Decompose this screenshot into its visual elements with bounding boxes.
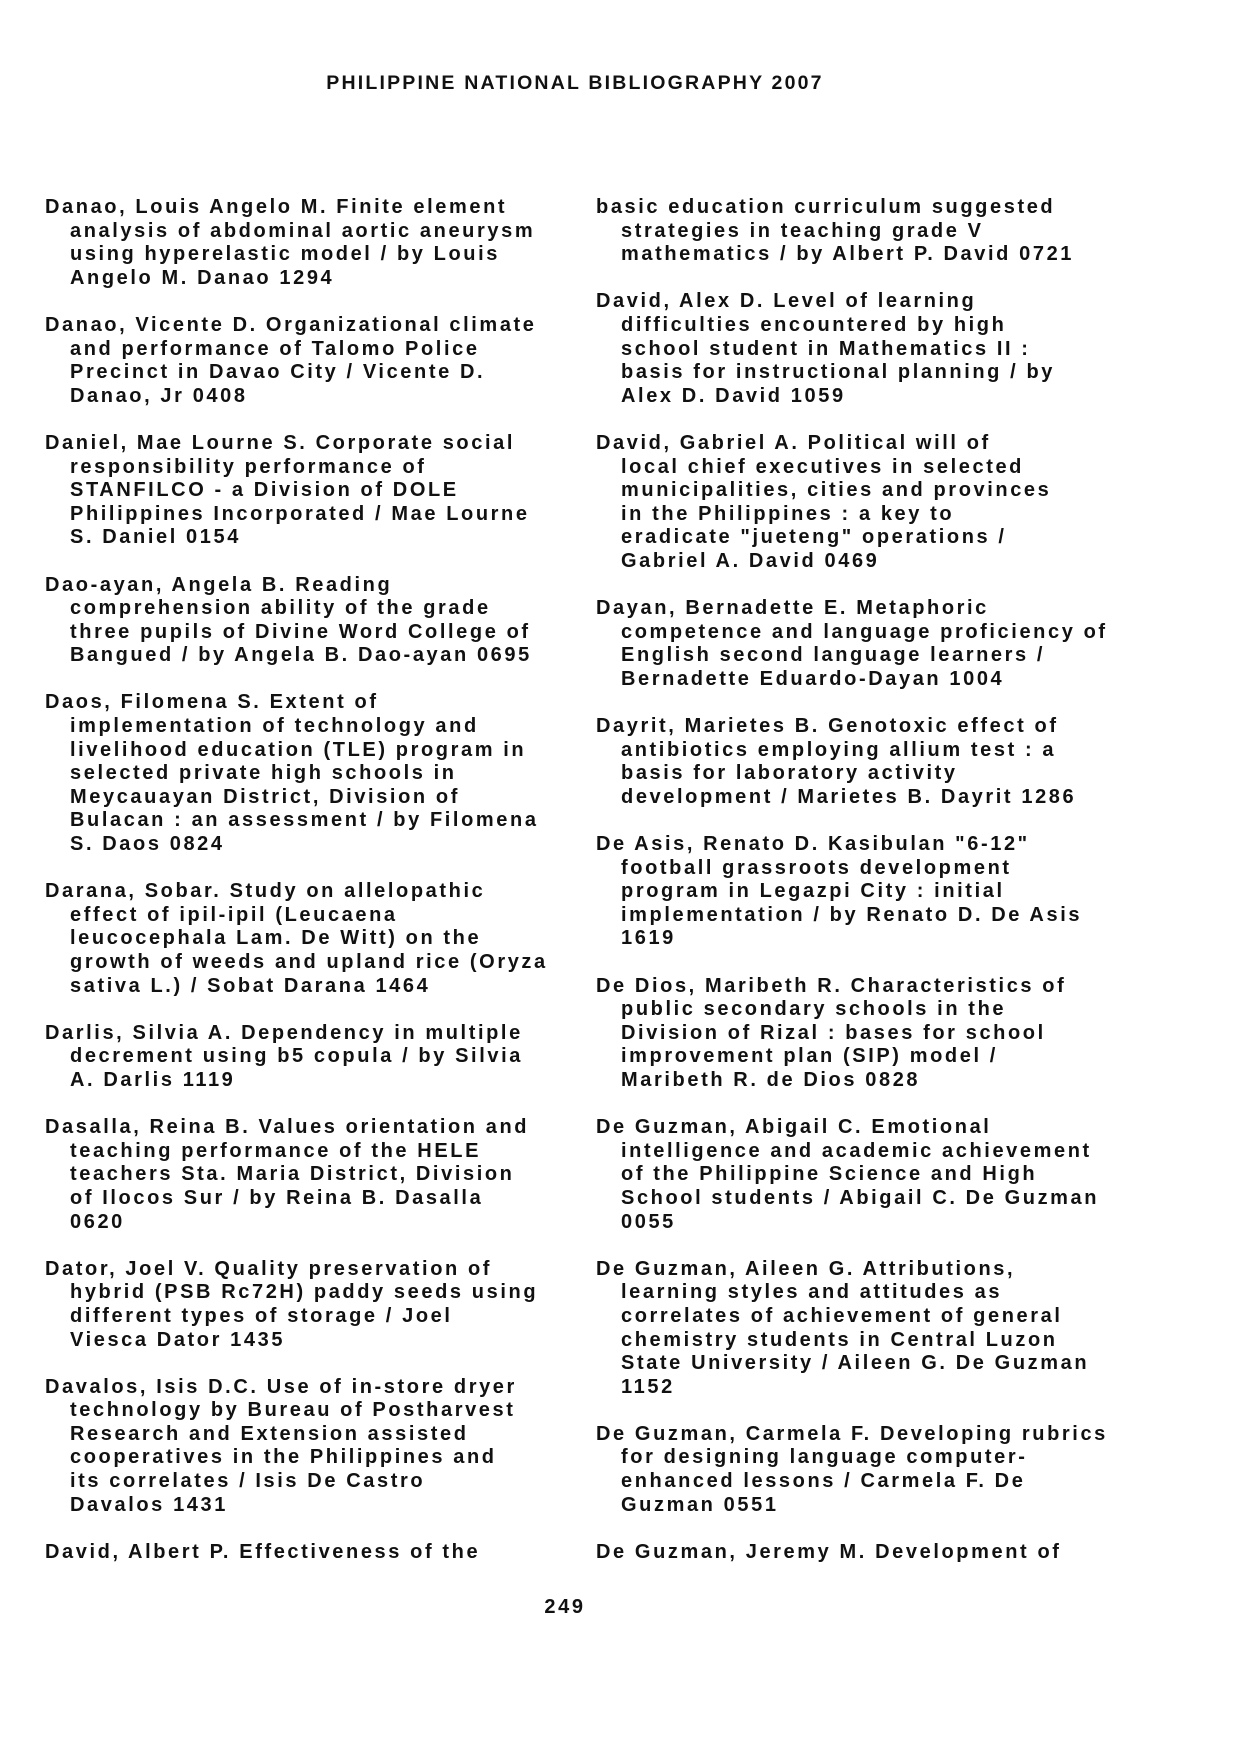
bibliography-entry: De Guzman, Jeremy M. Development of [596,1540,1062,1563]
bibliography-entry: Daniel, Mae Lourne S. Corporate social responsibility performance of STANFILCO - a Division of DOLE Philippines Incorporated / Mae Lourne S. Daniel 0154 [45,431,530,549]
bibliography-entry: De Guzman, Carmela F. Developing rubrics for designing language computer- enhanced lessons / Carmela F. De Guzman 0551 [596,1422,1108,1516]
bibliography-entry: Darlis, Silvia A. Dependency in multiple decrement using b5 copula / by Silvia A. Darlis 1119 [45,1021,523,1091]
bibliography-entry: Daos, Filomena S. Extent of implementation of technology and livelihood education (TLE) program in selected private high schools in Meycauayan District, Division of Bulacan : an assessment / by Filomena S. Daos 0824 [45,691,539,856]
bibliography-entry: Danao, Vicente D. Organizational climate and performance of Talomo Police Precinct in Davao City / Vicente D. Danao, Jr 0408 [45,313,537,407]
bibliography-entry: Dayan, Bernadette E. Metaphoric competence and language proficiency of English second language learners / Bernadette Eduardo-Dayan 1004 [596,597,1108,690]
bibliography-entry: Dasalla, Reina B. Values orientation and teaching performance of the HELE teachers Sta. Maria District, Division of Ilocos Sur / by Reina B. Dasalla 0620 [45,1116,530,1233]
bibliography-entry: Dator, Joel V. Quality preservation of hybrid (PSB Rc72H) paddy seeds using different types of storage / Joel Viesca Dator 1435 [45,1257,539,1351]
bibliography-entry: Danao, Louis Angelo M. Finite element analysis of abdominal aortic aneurysm using hyperelastic model / by Louis Angelo M. Danao 1294 [45,196,536,289]
bibliography-entry: Dayrit, Marietes B. Genotoxic effect of antibiotics employing allium test : a basis for laboratory activity development / Marietes B. Dayrit 1286 [596,715,1077,808]
bibliography-entry: David, Gabriel A. Political will of local chief executives in selected municipalities, cities and provinces in the Philippines : a key to eradicate "jueteng" operations / Gabriel A. David 0469 [596,431,1052,572]
bibliography-entry: De Guzman, Abigail C. Emotional intelligence and academic achievement of the Philippine Science and High School students / Abigail C. De Guzman 0055 [596,1116,1100,1233]
page-title: PHILIPPINE NATIONAL BIBLIOGRAPHY 2007 [326,72,824,94]
right-column [596,196,1126,1588]
bibliography-entry: David, Alex D. Level of learning difficulties encountered by high school student in Mathematics II : basis for instructional planning / by Alex D. David 1059 [596,290,1056,407]
bibliography-entry: Darana, Sobar. Study on allelopathic effect of ipil-ipil (Leucaena leucocephala Lam. De Witt) on the growth of weeds and upland rice (Oryza sativa L.) / Sobat Darana 1464 [45,880,548,997]
bibliography-entry: De Asis, Renato D. Kasibulan "6-12" football grassroots development program in Legazpi City : initial implementation / by Renato D. De Asis 1619 [596,833,1083,950]
bibliography-entry: David, Albert P. Effectiveness of the [45,1540,481,1563]
left-column [45,196,575,1588]
bibliography-entry: basic education curriculum suggested strategies in teaching grade V mathematics / by Albert P. David 0721 [596,196,1075,266]
page-number: 249 [544,1596,586,1618]
bibliography-entry: De Dios, Maribeth R. Characteristics of public secondary schools in the Division of Rizal : bases for school improvement plan (SIP) model / Maribeth R. de Dios 0828 [596,974,1067,1091]
bibliography-entry: Dao-ayan, Angela B. Reading comprehension ability of the grade three pupils of Divine Word College of Bangued / by Angela B. Dao-ayan 0695 [45,573,532,667]
bibliography-entry: Davalos, Isis D.C. Use of in-store dryer technology by Bureau of Postharvest Research and Extension assisted cooperatives in the Philippines and its correlates / Isis De Castro Davalos 1431 [45,1375,517,1516]
bibliography-entry: De Guzman, Aileen G. Attributions, learning styles and attitudes as correlates of achievement of general chemistry students in Central Luzon State University / Aileen G. De Guzman 1152 [596,1257,1090,1398]
